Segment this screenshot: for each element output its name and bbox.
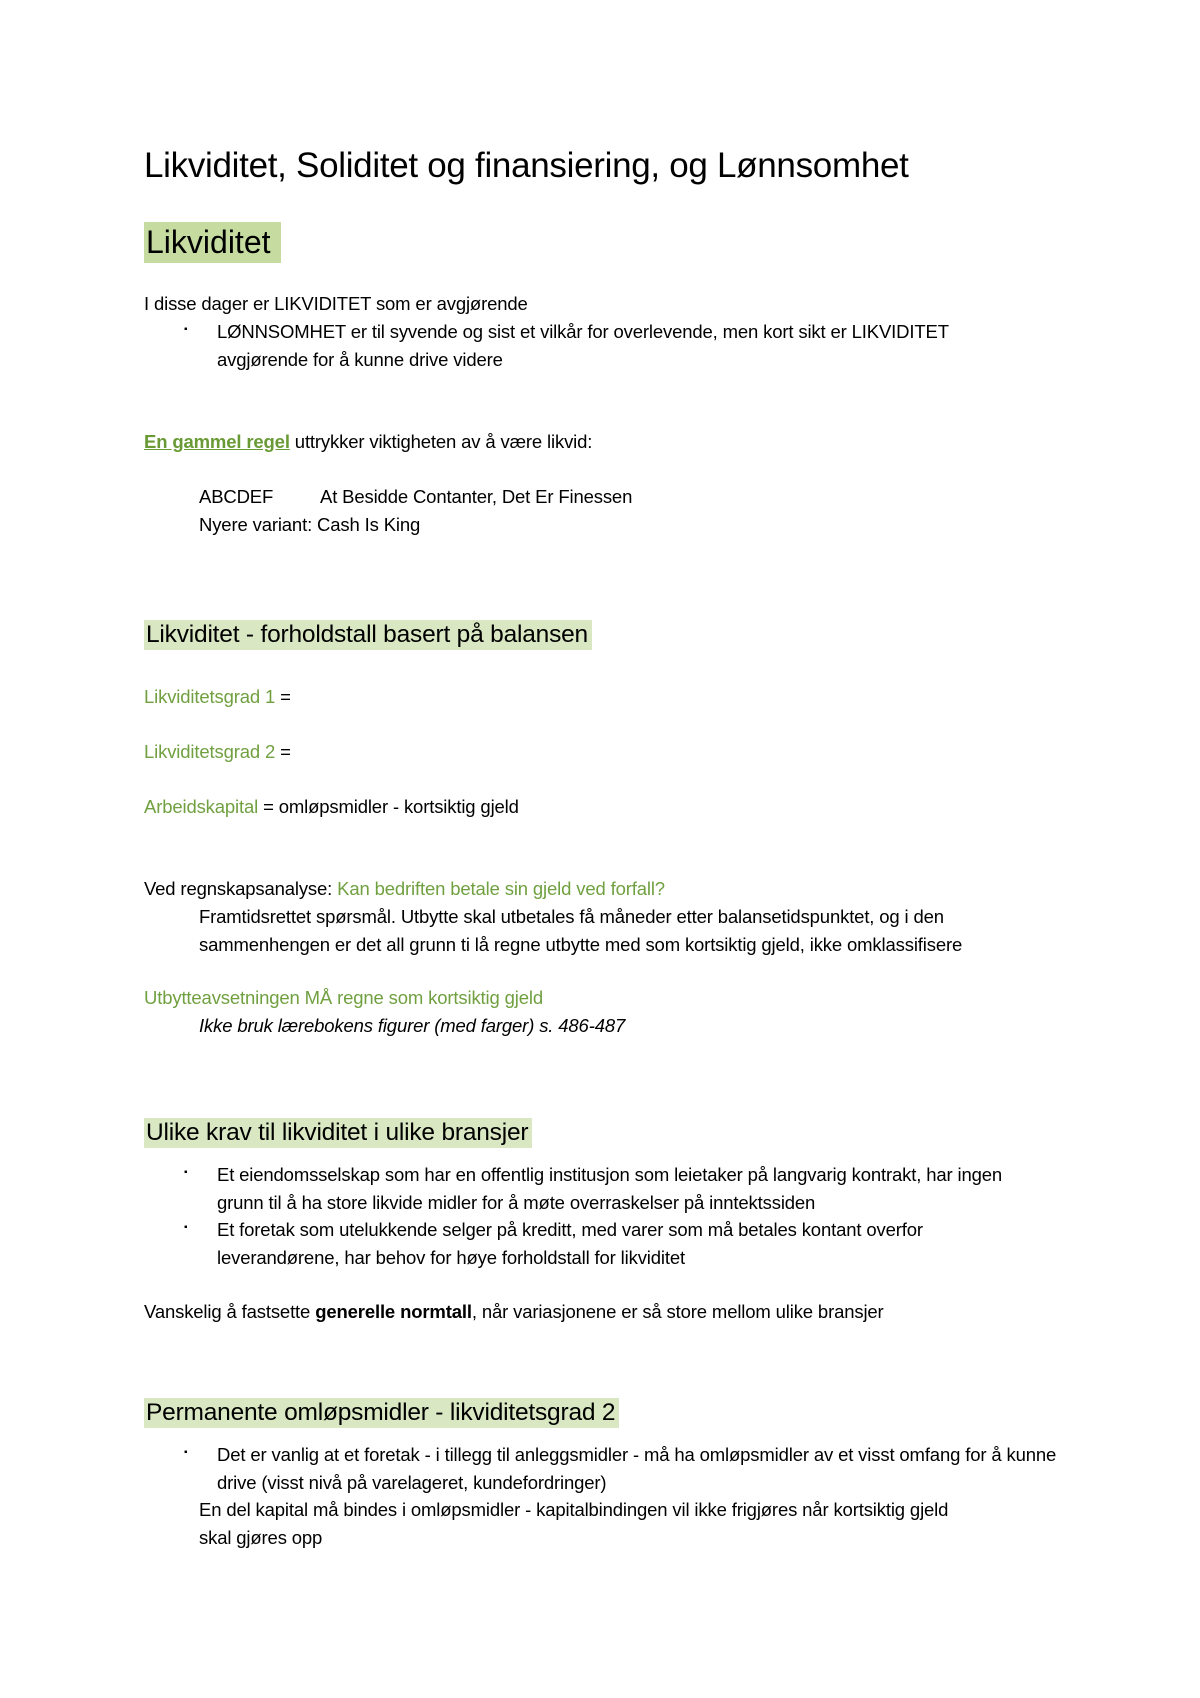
likviditetsgrad-2 — [144, 738, 291, 766]
bullet-foretak-kreditt: Et foretak som utelukkende selger på kreditt, med varer som må betales kontant overfor leverandørene, har behov for høye forholdstall for likviditet — [217, 1219, 923, 1268]
heading-permanente: Permanente omløpsmidler - likviditetsgrad 2 — [144, 1398, 619, 1428]
dividend-note: Utbytteavsetningen MÅ regne som kortsiktig gjeld — [144, 987, 543, 1008]
dividend-italic-note: Ikke bruk lærebokens figurer (med farger) s. 486-487 — [199, 1015, 626, 1036]
analysis-prefix: Ved regnskapsanalyse: — [144, 878, 338, 899]
note-suffix: , når variasjonene er så store mellom ulike bransjer — [471, 1301, 884, 1322]
lg1-eq: = — [275, 686, 291, 707]
abbr-term: ABCDEF — [199, 486, 274, 507]
bullet-lonnsomhet-line1: LØNNSOMHET er til syvende og sist et vilkår for overlevende, men kort sikt er LIKVIDITET — [217, 321, 949, 342]
lg2-eq: = — [275, 741, 291, 762]
heading-forholdstall: Likviditet - forholdstall basert på balansen — [144, 620, 592, 650]
analysis-line1: Framtidsrettet spørsmål. Utbytte skal utbetales få måneder etter balansetidspunktet, og i den — [199, 906, 944, 927]
heading-ulike-krav: Ulike krav til likviditet i ulike bransjer — [144, 1118, 532, 1148]
ak-eq: = omløpsmidler - kortsiktig gjeld — [258, 796, 519, 817]
bullet-lonnsomhet-line2: avgjørende for å kunne drive videre — [217, 349, 503, 370]
variant-text: Nyere variant: Cash Is King — [199, 514, 421, 535]
bullet-icon: ▪ — [184, 1222, 188, 1233]
intro-text: I disse dager er LIKVIDITET som er avgjørende — [144, 293, 528, 314]
note-bold: generelle normtall — [315, 1301, 472, 1322]
abbr-meaning: At Besidde Contanter, Det Er Finessen — [320, 486, 633, 507]
kapital-line1: En del kapital må bindes i omløpsmidler - kapitalbindingen vil ikke frigjøres når kortsiktig gjeld — [199, 1499, 949, 1520]
lg2-label: Likviditetsgrad 2 — [144, 741, 276, 762]
bullet-vanlig-foretak: Det er vanlig at et foretak - i tillegg til anleggsmidler - må ha omløpsmidler av et visst omfang for å kunne drive (visst nivå på varelageret, kundefordringer) — [217, 1444, 1057, 1493]
bullet-icon: ▪ — [184, 324, 188, 335]
bullet-eiendomsselskap: Et eiendomsselskap som har en offentlig institusjon som leietaker på langvarig kontrakt, har ingen grunn til å ha store likvide midler for å møte overraskelser på inntektssiden — [217, 1164, 1003, 1213]
bullet-icon: ▪ — [184, 1447, 188, 1458]
analysis-question-line — [144, 875, 665, 903]
rule-rest: uttrykker viktigheten av å være likvid: — [289, 431, 593, 452]
note-prefix: Vanskelig å fastsette — [144, 1301, 316, 1322]
rule-highlight: En gammel regel — [144, 431, 290, 452]
likviditetsgrad-1 — [144, 683, 291, 711]
analysis-line2: sammenhengen er det all grunn ti lå regne utbytte med som kortsiktig gjeld, ikke omklassifisere — [199, 934, 963, 955]
lg1-label: Likviditetsgrad 1 — [144, 686, 276, 707]
normtall-note — [144, 1298, 884, 1326]
bullet-icon: ▪ — [184, 1167, 188, 1178]
analysis-question: Kan bedriften betale sin gjeld ved forfall? — [337, 878, 665, 899]
ak-label: Arbeidskapital — [144, 796, 259, 817]
rule-paragraph — [144, 428, 592, 456]
document-title: Likviditet, Soliditet og finansiering, og Lønnsomhet — [144, 146, 909, 185]
arbeidskapital — [144, 793, 519, 821]
heading-likviditet: Likviditet — [144, 222, 281, 263]
kapital-line2: skal gjøres opp — [199, 1527, 323, 1548]
